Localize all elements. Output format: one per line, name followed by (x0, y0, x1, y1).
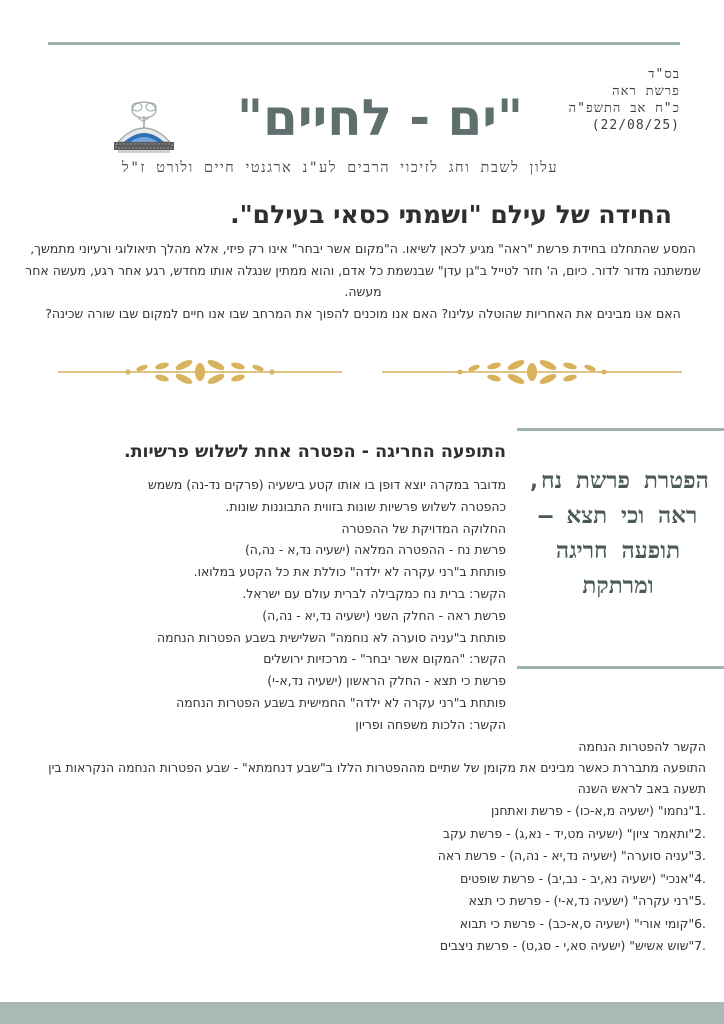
section-line: פותחת ב"רני עקרה לא ילדה" כוללת את כל הקטע במלואו. (193, 564, 506, 580)
list-item-text: "רני עקרה" (ישעיה נד,א-י) - פרשת כי תצא (468, 893, 695, 908)
list-item (200, 823, 706, 846)
list-item (200, 868, 706, 891)
article-title: החידה של עילם "ושמתי כסאי בעילם". (230, 200, 672, 229)
section-line: פותחת ב"רני עקרה לא ילדה" החמישית בשבע הפטרות הנחמה (176, 694, 506, 710)
list-item-number: 7. (694, 938, 706, 953)
section-line: החלוקה המדויקת של ההפטרה (341, 520, 506, 536)
list-item-text: "שוש אשיש" (ישעיה סא,י - סג,ט) - פרשת ניצבים (439, 938, 695, 953)
newsletter-tagline: עלון לשבת וחג לזיכוי הרבים לע"נ ארגנטי חיים ולורט ז"ל (121, 160, 559, 176)
section-line: מדובר במקרה יוצא דופן בו אותו קטע בישעיה (פרקים נד-נה) משמש (147, 477, 506, 492)
list-item-number: 6. (694, 915, 706, 931)
connection-body: התופעה מתבררת כאשר מבינים את מקומן של שתיים מההפטרות הללו ב"שבע דנחמתא" - שבע הפטרות הנחמה הנקראות בין תשעה באב לראש השנה (48, 760, 706, 796)
section-line: פרשת כי תצא - החלק הראשון (ישעיה נד,א-י) (267, 673, 506, 689)
section-line: הקשר: הלכות משפחה ופריון (355, 716, 506, 732)
section-line: הקשר: ברית נח כמקבילה לברית עולם עם ישראל. (242, 585, 506, 601)
section-line: פותחת ב"עניה סוערה לא נוחמה" השלישית בשבע הפטרות הנחמה (157, 629, 506, 645)
intro-paragraph: המסע שהתחלנו בחידת פרשת "ראה" מגיע לכאן לשיאו. ה"מקום אשר יבחר" אינו רק פיזי, אלא מהלך תיאולוגי ורעיוני מתמשך, שמשתנה מדור לדור. כיום, ה' חזר לטייל ב"גן עדן" שבנשמת כל אדם, והוא ממתין שנגלה אותו מחדש, רגע אחר רגע, מעשה אחר מעשה. (25, 241, 701, 299)
list-item (200, 913, 706, 936)
bsd-label: בס"ד (648, 67, 680, 82)
sidebar-bottom-rule (517, 666, 724, 669)
hebrew-date: כ"ח אב התשפ"ה (568, 101, 680, 116)
section-heading: התופעה החריגה - הפטרה אחת לשלוש פרשיות. (123, 442, 506, 462)
list-item-number: 5. (694, 893, 706, 908)
article-intro (20, 238, 706, 324)
list-item-number: 3. (694, 848, 706, 863)
list-item-text: "קומי אורי" (ישעיה ס,א-כב) - פרשת כי תבוא (459, 915, 695, 931)
list-item-text: "ותאמר ציון" (ישעיה מט,יד - נא,ג) - פרשת עקב (442, 825, 695, 841)
sidebar-top-rule (517, 428, 724, 431)
sidebar-title: הפטרת פרשת נח, ראה וכי תצא – תופעה חריגה ומרתקת (527, 468, 709, 599)
connection-heading: הקשר להפטרות הנחמה (578, 739, 706, 754)
list-item (200, 935, 706, 958)
list-item-number: 1. (694, 803, 706, 818)
list-item-text: "אנכי" (ישעיה נא,יב - נב,יב) - פרשת שופטים (460, 870, 695, 886)
section-line: פרשת נח - ההפטרה המלאה (ישעיה נד,א - נה,ה) (244, 542, 506, 558)
list-item-number: 2. (694, 825, 706, 841)
top-divider-rule (48, 42, 680, 45)
parasha-label: פרשת ראה (612, 84, 680, 99)
gold-floral-divider-icon (58, 354, 342, 390)
section-line: הקשר: "המקום אשר יבחר" - מרכזיות ירושלים (263, 651, 506, 667)
intro-paragraph: האם אנו מבינים את האחריות שהוטלה עלינו? האם אנו מוכנים להפוך את המרחב שבו אנו חיים למקום שבו שורה שכינה? (45, 305, 681, 321)
list-item (200, 800, 706, 823)
list-item-text: "עניה סוערה" (ישעיה נד,יא - נה,ה) - פרשת ראה (437, 848, 695, 863)
date-block (560, 66, 680, 134)
haftarot-list (200, 800, 706, 958)
kotel-dome-logo (104, 96, 184, 162)
section-line: פרשת ראה - החלק השני (ישעיה נד,יא - נה,ה) (262, 607, 506, 623)
list-item-number: 4. (694, 870, 706, 886)
section-line: כהפטרה לשלוש פרשיות שונות בזווית התבוננות שונות. (225, 498, 506, 514)
gregorian-date: (22/08/25) (591, 118, 680, 133)
gold-floral-divider-icon (382, 354, 682, 390)
newsletter-title: "ים - לחיים" (236, 89, 524, 147)
list-item-text: "נחמו" (ישעיה מ,א-כו) - פרשת ואתחנן (490, 803, 695, 818)
list-item (200, 845, 706, 868)
list-item (200, 890, 706, 913)
section-body (20, 474, 506, 736)
footer-bar (0, 1002, 724, 1024)
